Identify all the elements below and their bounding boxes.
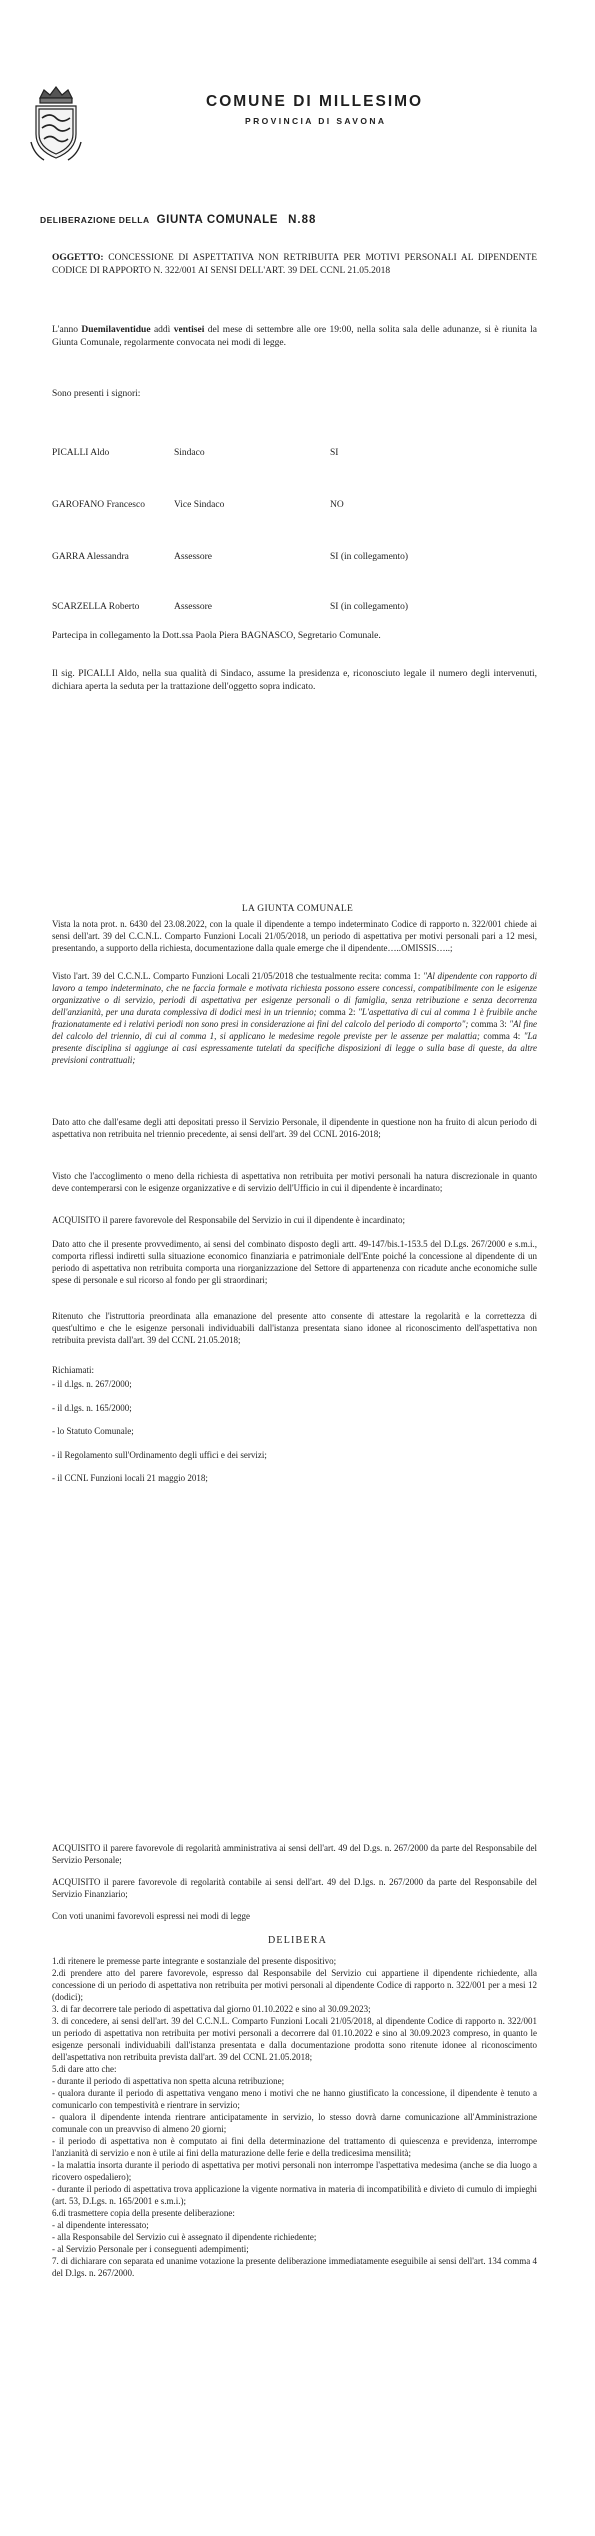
member-row bbox=[52, 552, 532, 566]
deliberation-title bbox=[40, 210, 316, 228]
body-acquisito-2: ACQUISITO il parere favorevole di regolarità amministrativa ai sensi dell'art. 49 del D.gs. n. 267/2000 da parte del Responsabile del Servizio Personale; bbox=[52, 1843, 537, 1865]
richiamati-item: - il CCNL Funzioni locali 21 maggio 2018; bbox=[52, 1473, 208, 1483]
subject-block bbox=[52, 252, 537, 277]
delibera-item: - durante il periodo di aspettativa non spetta alcuna retribuzione; bbox=[52, 2076, 285, 2086]
member-role: Vice Sindaco bbox=[174, 500, 225, 510]
delibera-item: - durante il periodo di aspettativa trova applicazione la vigente normativa in materia di incompatibilità e divieto di cumulo di impieghi (art. 53, D.Lgs. n. 165/2001 e s.m.i.); bbox=[52, 2184, 537, 2206]
member-presence: NO bbox=[330, 500, 344, 510]
title-prefix: DELIBERAZIONE DELLA bbox=[40, 215, 150, 225]
body-votes: Con voti unanimi favorevoli espressi nei modi di legge bbox=[52, 1911, 250, 1921]
delibera-item: 2.di prendere atto del parere favorevole, espresso dal Responsabile del Servizio cui appartiene il dipendente richiedente, alla concessione di un periodo di aspettativa non retribuita per motivi personali al dipendente Codice di rapporto n. 322/001 per a mesi 12 (dodici); bbox=[52, 1968, 537, 2002]
delibera-item: - qualora il dipendente intenda rientrare anticipatamente in servizio, lo stesso dovrà darne comunicazione all'Amministrazione comunale con un preavviso di almeno 20 giorni; bbox=[52, 2112, 537, 2134]
delibera-item: 6.di trasmettere copia della presente deliberazione: bbox=[52, 2208, 235, 2218]
member-row bbox=[52, 602, 532, 616]
member-presence: SI (in collegamento) bbox=[330, 602, 409, 612]
richiamati-item: - il d.lgs. n. 165/2000; bbox=[52, 1403, 132, 1413]
delibera-list bbox=[52, 1955, 537, 2279]
delibera-item: - alla Responsabile del Servizio cui è assegnato il dipendente richiedente; bbox=[52, 2232, 317, 2242]
body-dato-atto-2: Dato atto che il presente provvedimento, ai sensi del combinato disposto degli artt. 49-147/bis.1-153.5 del D.Lgs. 267/2000 e s.m.i., comporta riflessi indiretti sulla situazione economico finanziaria e patrimoniale dell'Ente poiché la concessione al dipendente di un periodo di aspettativa non retribuita comporta una riorganizzazione del Settore di appartenenza con ricadute anche economiche sulle spese di personale e sul ricorso al fondo per gli straordinari; bbox=[52, 1239, 537, 1285]
richiamati-item: - lo Statuto Comunale; bbox=[52, 1426, 134, 1436]
delibera-item: - al dipendente interessato; bbox=[52, 2220, 149, 2230]
body-dato-atto-1: Dato atto che dall'esame degli atti depositati presso il Servizio Personale, il dipendente in questione non ha fruito di alcun periodo di aspettativa non retribuita nel triennio precedente, ai sensi dell'art. 39 del CCNL 2016-2018; bbox=[52, 1117, 537, 1139]
subject-text: CONCESSIONE DI ASPETTATIVA NON RETRIBUITA PER MOTIVI PERSONALI AL DIPENDENTE CODICE DI RAPPORTO N. 322/001 AI SENSI DELL'ART. 39 DEL CCNL 21.05.2018 bbox=[52, 253, 537, 276]
richiamati-label: Richiamati: bbox=[52, 1365, 94, 1375]
comune-name: COMUNE DI MILLESIMO bbox=[206, 93, 424, 110]
body-visto-che: Visto che l'accoglimento o meno della richiesta di aspettativa non retribuita per motivi personali ha natura discrezionale in quanto deve contemperarsi con le esigenze organizzative e di servizio dell'Ufficio in cui il dipendente è incardinato; bbox=[52, 1171, 537, 1193]
body-visto-art39: Visto l'art. 39 del C.C.N.L. Comparto Funzioni Locali 21/05/2018 che testualmente recita: comma 1: "Al dipendente con rapporto di lavoro a tempo indeterminato, che ne faccia formale e motivata richiesta possono essere concessi, compatibilmente con le esigenze organizzative o di servizio, periodi di aspettativa per esigenze personali o di famiglia, senza retribuzione e senza decorrenza dell'anzianità, per una durata complessiva di dodici mesi in un triennio; comma 2: "L'aspettativa di cui al comma 1 è fruibile anche frazionatamente ed i relativi periodi non sono presi in considerazione ai fini del calcolo del periodo di comporto"; comma 3: "Al fine del calcolo del triennio, di cui al comma 1, si applicano le medesime regole previste per le assenze per malattia; comma 4: "La presente disciplina si aggiunge ai casi espressamente tutelati da specifiche disposizioni di legge o sulla base di queste, da altre previsioni contrattuali; bbox=[52, 971, 538, 1065]
session-year: Duemilaventidue bbox=[81, 325, 151, 335]
delibera-item: - il periodo di aspettativa non è computato ai fini della determinazione del trattamento di quiescenza e previdenza, interrompe l'anzianità di servizio e non è utile ai fini della maturazione delle ferie e della tredicesima mensilità; bbox=[52, 2136, 537, 2158]
subject-label: OGGETTO: bbox=[52, 253, 104, 263]
member-presence: SI (in collegamento) bbox=[330, 552, 409, 562]
body-acquisito-1: ACQUISITO il parere favorevole del Responsabile del Servizio in cui il dipendente è incardinato; bbox=[52, 1215, 405, 1225]
richiamati-item: - il d.lgs. n. 267/2000; bbox=[52, 1379, 132, 1389]
session-day: ventisei bbox=[173, 325, 205, 335]
session-intro: L'anno Duemilaventidue addì ventisei del mese di settembre alle ore 19:00, nella solita sala delle adunanze, si è riunita la Giunta Comunale, regolarmente convocata nei modi di legge. bbox=[52, 325, 538, 348]
delibera-item: 3. di concedere, ai sensi dell'art. 39 del C.C.N.L. Comparto Funzioni Locali 21/05/2018, al dipendente Codice di rapporto n. 322/001 un periodo di aspettativa non retribuita per motivi personali a decorrere dal 01.10.2022 e sino al 30.09.2023 compreso, in quanto le esigenze personali individuabili dall'istanza presentata e dalla documentazione prodotta sono ritenute idonee al riconoscimento dell'aspettativa non retribuita prevista dall'art. 39 del CCNL 21.05.2018; bbox=[52, 2016, 537, 2062]
delibera-item: 3. di far decorrere tale periodo di aspettativa dal giorno 01.10.2022 e sino al 30.09.2023; bbox=[52, 2004, 371, 2014]
council-heading: LA GIUNTA COMUNALE bbox=[241, 904, 354, 914]
member-name: SCARZELLA Roberto bbox=[52, 602, 140, 612]
body-ritenuto: Ritenuto che l'istruttoria preordinata alla emanazione del presente atto consente di attestare la regolarità e la correttezza di quest'ultimo e che le esigenze personali individuabili dall'istanza presentata siano idonee al riconoscimento dell'aspettativa non retribuita prevista dall'art. 39 del CCNL 21.05.2018; bbox=[52, 1311, 537, 1345]
body-vista: Vista la nota prot. n. 6430 del 23.08.2022, con la quale il dipendente a tempo indeterminato Codice di rapporto n. 322/001 chiede ai sensi dell'art. 39 del C.C.N.L. Comparto Funzioni Locali 21/05/2018, un periodo di aspettativa per motivi personali pari a 12 mesi, presentando, a supporto della richiesta, documentazione dalla quale emerge che il dipendente…..OMISSIS…..; bbox=[52, 919, 537, 953]
delibera-heading: DELIBERA bbox=[267, 1935, 328, 1946]
provincia-name: PROVINCIA DI SAVONA bbox=[245, 116, 387, 126]
member-role: Assessore bbox=[174, 552, 212, 562]
delibera-item: 1.di ritenere le premesse parte integrante e sostanziale del presente dispositivo; bbox=[52, 1956, 337, 1966]
member-role: Assessore bbox=[174, 602, 212, 612]
body-acquisito-3: ACQUISITO il parere favorevole di regolarità contabile ai sensi dell'art. 49 del D.lgs. n. 267/2000 da parte del Responsabile del Servizio Finanziario; bbox=[52, 1877, 537, 1899]
mayor-statement: Il sig. PICALLI Aldo, nella sua qualità di Sindaco, assume la presidenza e, riconosciuto legale il numero degli intervenuti, dichiara aperta la seduta per la trattazione dell'oggetto sopra indicato. bbox=[52, 669, 537, 692]
delibera-item: 5.di dare atto che: bbox=[52, 2064, 117, 2074]
member-row bbox=[52, 448, 532, 462]
title-number: N.88 bbox=[288, 214, 317, 226]
member-name: PICALLI Aldo bbox=[52, 448, 110, 458]
delibera-item: - la malattia insorta durante il periodo di aspettativa per motivi personali non interrompe l'aspettativa medesima (anche se dia luogo a ricovero ospedaliero); bbox=[52, 2160, 537, 2182]
member-name: GAROFANO Francesco bbox=[52, 500, 145, 510]
delibera-item: - qualora durante il periodo di aspettativa vengano meno i motivi che ne hanno giustificato la concessione, il dipendente è tenuto a comunicarlo con tempestività e rientrare in servizio; bbox=[52, 2088, 537, 2110]
richiamati-item: - il Regolamento sull'Ordinamento degli uffici e dei servizi; bbox=[52, 1450, 267, 1460]
delibera-item: 7. di dichiarare con separata ed unanime votazione la presente deliberazione immediatamente eseguibile ai sensi dell'art. 134 comma 4 del D.lgs. n. 267/2000. bbox=[52, 2256, 537, 2278]
delibera-item: - al Servizio Personale per i conseguenti adempimenti; bbox=[52, 2244, 249, 2254]
member-row bbox=[52, 500, 532, 514]
secretary-note: Partecipa in collegamento la Dott.ssa Paola Piera BAGNASCO, Segretario Comunale. bbox=[52, 631, 381, 641]
title-organ: GIUNTA COMUNALE bbox=[156, 214, 279, 226]
member-presence: SI bbox=[330, 448, 339, 458]
comune-coat-of-arms bbox=[30, 84, 82, 162]
attendees-label: Sono presenti i signori: bbox=[52, 389, 141, 399]
member-role: Sindaco bbox=[174, 448, 205, 458]
member-name: GARRA Alessandra bbox=[52, 552, 129, 562]
